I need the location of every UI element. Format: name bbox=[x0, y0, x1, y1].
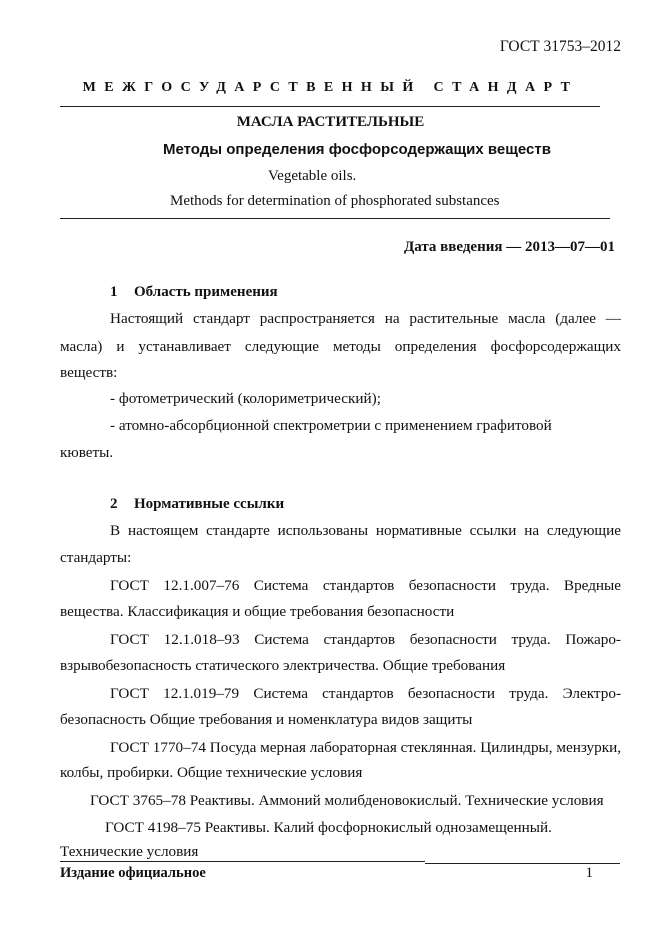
section-2-title: Нормативные ссылки bbox=[134, 496, 285, 512]
section-2-heading bbox=[110, 496, 284, 513]
normative-reference: ГОСТ 12.1.019–79 Система стандартов безопасности труда. Электро- bbox=[110, 685, 621, 702]
introduction-date: Дата введения — 2013—07—01 bbox=[403, 239, 615, 255]
normative-reference: ГОСТ 12.1.007–76 Система стандартов безопасности труда. Вредные bbox=[110, 577, 621, 594]
section-2-paragraph-line: стандарты: bbox=[60, 549, 132, 566]
section-1-paragraph-line: масла) и устанавливает следующие методы определения фосфорсодержащих bbox=[60, 338, 621, 355]
normative-reference-continuation: колбы, пробирки. Общие технические условия bbox=[60, 764, 363, 781]
normative-reference-continuation: вещества. Классификация и общие требования безопасности bbox=[60, 603, 455, 620]
normative-reference: ГОСТ 3765–78 Реактивы. Аммоний молибденовокислый. Технические условия bbox=[90, 792, 604, 809]
normative-reference-continuation: Технические условия bbox=[60, 843, 199, 860]
section-1-number: 1 bbox=[110, 284, 118, 300]
normative-reference: ГОСТ 1770–74 Посуда мерная лабораторная стеклянная. Цилиндры, мензурки, bbox=[110, 739, 621, 756]
section-1-heading bbox=[110, 284, 278, 301]
title-rule bbox=[60, 218, 610, 219]
interstate-standard-label: МЕЖГОСУДАРСТВЕННЫЙ СТАНДАРТ bbox=[82, 80, 579, 95]
document-subtitle: Методы определения фосфорсодержащих веществ bbox=[163, 141, 551, 158]
page-number: 1 bbox=[585, 865, 593, 881]
document-code: ГОСТ 31753–2012 bbox=[499, 38, 621, 55]
section-2-paragraph-line: В настоящем стандарте использованы нормативные ссылки на следующие bbox=[110, 522, 621, 539]
normative-reference-continuation: взрывобезопасность статического электричества. Общие требования bbox=[60, 657, 506, 674]
section-1-title: Область применения bbox=[134, 284, 278, 300]
section-1-paragraph-line: веществ: bbox=[60, 364, 118, 381]
section-1-paragraph-line: Настоящий стандарт распространяется на растительные масла (далее — bbox=[110, 310, 621, 327]
official-edition-label: Издание официальное bbox=[60, 865, 206, 881]
method-list-item: - атомно-абсорбционной спектрометрии с применением графитовой bbox=[110, 417, 552, 434]
normative-reference-continuation: безопасность Общие требования и номенклатура видов защиты bbox=[60, 711, 473, 728]
method-list-item-continuation: кюветы. bbox=[60, 444, 114, 461]
normative-reference: ГОСТ 12.1.018–93 Система стандартов безопасности труда. Пожаро- bbox=[110, 631, 621, 648]
header-rule bbox=[60, 106, 600, 107]
footer-rule bbox=[60, 861, 425, 862]
footer-rule-right bbox=[425, 863, 620, 864]
normative-reference: ГОСТ 4198–75 Реактивы. Калий фосфорнокислый однозамещенный. bbox=[105, 819, 552, 836]
method-list-item: - фотометрический (колориметрический); bbox=[110, 390, 381, 407]
document-title: МАСЛА РАСТИТЕЛЬНЫЕ bbox=[236, 114, 425, 130]
english-title-line-2: Methods for determination of phosphorated substances bbox=[170, 193, 500, 209]
section-2-number: 2 bbox=[110, 496, 118, 512]
english-title-line-1: Vegetable oils. bbox=[268, 168, 357, 184]
